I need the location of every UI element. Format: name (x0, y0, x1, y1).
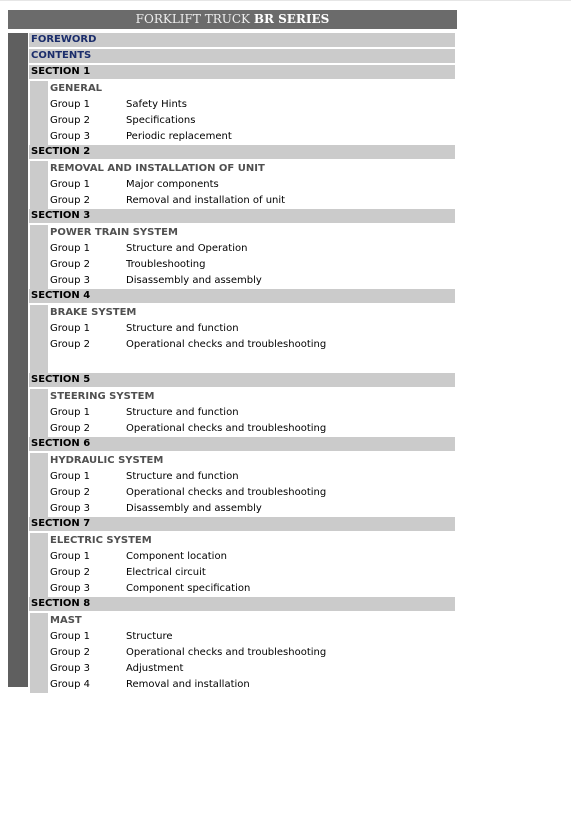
group-row[interactable] (48, 321, 455, 337)
system-title: REMOVAL AND INSTALLATION OF UNIT (50, 163, 265, 174)
group-row[interactable] (48, 645, 455, 661)
group-number: Group 1 (50, 243, 90, 254)
section-header[interactable]: SECTION 5 (29, 373, 455, 387)
group-number: Group 2 (50, 259, 90, 270)
section-entries (48, 225, 455, 289)
group-number: Group 1 (50, 471, 90, 482)
group-number: Group 3 (50, 583, 90, 594)
system-title: GENERAL (50, 83, 103, 94)
group-number: Group 2 (50, 195, 90, 206)
section-header[interactable]: SECTION 3 (29, 209, 455, 223)
section-block (29, 305, 455, 373)
left-sidebar-bar (8, 33, 28, 687)
title-series: BR SERIES (253, 12, 330, 26)
group-title-link[interactable]: Specifications (126, 115, 196, 126)
section-block (29, 453, 455, 517)
section-header[interactable]: SECTION 2 (29, 145, 455, 159)
section-header[interactable]: SECTION 4 (29, 289, 455, 303)
section-block (29, 533, 455, 597)
group-row[interactable] (48, 177, 455, 193)
section-block (29, 225, 455, 289)
group-title-link[interactable]: Periodic replacement (126, 131, 232, 142)
group-title-link[interactable]: Electrical circuit (126, 567, 206, 578)
section-indent-bar (30, 389, 48, 437)
group-number: Group 2 (50, 567, 90, 578)
group-title-link[interactable]: Structure and function (126, 471, 239, 482)
group-row[interactable] (48, 677, 455, 693)
group-row[interactable] (48, 97, 455, 113)
section-indent-bar (30, 453, 48, 517)
group-row[interactable] (48, 421, 455, 437)
group-number: Group 3 (50, 503, 90, 514)
group-title-link[interactable]: Structure and Operation (126, 243, 248, 254)
group-number: Group 4 (50, 679, 90, 690)
group-title-link[interactable]: Operational checks and troubleshooting (126, 423, 327, 434)
group-title-link[interactable]: Operational checks and troubleshooting (126, 339, 327, 350)
group-title-link[interactable]: Disassembly and assembly (126, 503, 262, 514)
group-number: Group 2 (50, 115, 90, 126)
group-row[interactable] (48, 501, 455, 517)
section-header[interactable]: SECTION 7 (29, 517, 455, 531)
group-number: Group 1 (50, 551, 90, 562)
group-number: Group 1 (50, 179, 90, 190)
system-title: STEERING SYSTEM (50, 391, 155, 402)
section-entries (48, 161, 455, 209)
group-number: Group 3 (50, 131, 90, 142)
group-title-link[interactable]: Troubleshooting (126, 259, 206, 270)
group-number: Group 1 (50, 323, 90, 334)
group-title-link[interactable]: Removal and installation (126, 679, 250, 690)
group-row[interactable] (48, 257, 455, 273)
group-number: Group 2 (50, 647, 90, 658)
group-title-link[interactable]: Structure and function (126, 407, 239, 418)
group-row[interactable] (48, 405, 455, 421)
group-number: Group 1 (50, 99, 90, 110)
section-entries (48, 453, 455, 517)
group-title-link[interactable]: Structure (126, 631, 173, 642)
group-row[interactable] (48, 469, 455, 485)
system-title: POWER TRAIN SYSTEM (50, 227, 178, 238)
group-number: Group 1 (50, 407, 90, 418)
group-title-link[interactable]: Operational checks and troubleshooting (126, 647, 327, 658)
section-block (29, 81, 455, 145)
section-block (29, 389, 455, 437)
section-indent-bar (30, 533, 48, 597)
section-header[interactable]: SECTION 6 (29, 437, 455, 451)
section-entries (48, 389, 455, 437)
group-row[interactable] (48, 581, 455, 597)
group-title-link[interactable]: Component specification (126, 583, 251, 594)
section-entries (48, 533, 455, 597)
system-title: HYDRAULIC SYSTEM (50, 455, 164, 466)
group-row[interactable] (48, 273, 455, 289)
section-header[interactable]: SECTION 1 (29, 65, 455, 79)
title-prefix: FORKLIFT TRUCK (135, 12, 254, 26)
group-number: Group 2 (50, 339, 90, 350)
group-row[interactable] (48, 129, 455, 145)
group-row[interactable] (48, 113, 455, 129)
section-block (29, 613, 455, 693)
group-row[interactable] (48, 549, 455, 565)
foreword-link[interactable]: FOREWORD (29, 33, 455, 47)
group-title-link[interactable]: Disassembly and assembly (126, 275, 262, 286)
group-title-link[interactable]: Major components (126, 179, 219, 190)
group-number: Group 1 (50, 631, 90, 642)
section-entries (48, 613, 455, 693)
group-title-link[interactable]: Component location (126, 551, 227, 562)
system-title: BRAKE SYSTEM (50, 307, 137, 318)
page-title (8, 10, 457, 29)
group-title-link[interactable]: Structure and function (126, 323, 239, 334)
group-row[interactable] (48, 485, 455, 501)
contents-link[interactable]: CONTENTS (29, 49, 455, 63)
group-number: Group 3 (50, 663, 90, 674)
group-title-link[interactable]: Operational checks and troubleshooting (126, 487, 327, 498)
group-number: Group 2 (50, 423, 90, 434)
section-indent-bar (30, 161, 48, 209)
group-row[interactable] (48, 337, 455, 353)
sections-list (29, 65, 455, 693)
group-title-link[interactable]: Removal and installation of unit (126, 195, 286, 206)
group-title-link[interactable]: Safety Hints (126, 99, 187, 110)
group-row[interactable] (48, 661, 455, 677)
section-indent-bar (30, 305, 48, 373)
section-indent-bar (30, 81, 48, 145)
group-row[interactable] (48, 193, 455, 209)
section-indent-bar (30, 225, 48, 289)
system-title: MAST (50, 615, 82, 626)
section-entries (48, 81, 455, 145)
blank-spacer (48, 353, 455, 373)
group-row[interactable] (48, 565, 455, 581)
system-title: ELECTRIC SYSTEM (50, 535, 152, 546)
section-block (29, 161, 455, 209)
group-row[interactable] (48, 629, 455, 645)
section-header[interactable]: SECTION 8 (29, 597, 455, 611)
group-number: Group 3 (50, 275, 90, 286)
top-divider (0, 0, 571, 1)
section-entries (48, 305, 455, 373)
group-title-link[interactable]: Adjustment (126, 663, 184, 674)
group-number: Group 2 (50, 487, 90, 498)
group-row[interactable] (48, 241, 455, 257)
section-indent-bar (30, 613, 48, 693)
table-of-contents (29, 33, 455, 693)
